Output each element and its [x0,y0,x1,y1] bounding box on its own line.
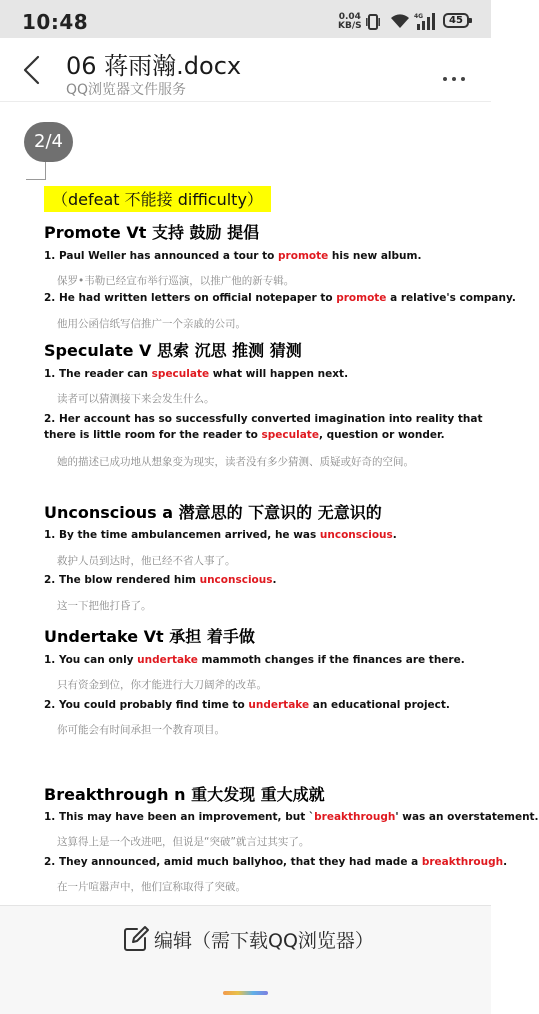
example-translation: 他用公函信纸写信推广一个亲戚的公司。 [57,318,246,330]
wifi-icon [390,13,410,29]
example-sentence: 2. They announced, amid much ballyhoo, that they had made a breakthrough. [44,856,508,868]
example-sentence: 2. You could probably find time to undertake an educational project. [44,699,450,711]
more-dot-icon [443,77,447,81]
status-time: 10:48 [22,10,89,34]
more-dot-icon [452,77,456,81]
keyword: promote [278,250,329,262]
entry-heading: Speculate V 思索 沉思 推测 猜测 [44,341,302,360]
edit-button-label: 编辑（需下载QQ浏览器） [154,929,374,952]
example-translation: 这算得上是一个改进吧，但说是“突破”就言过其实了。 [57,836,310,848]
vibrate-icon [366,14,380,30]
keyword: breakthrough [421,856,504,868]
network-speed [338,13,362,31]
page-corner-mark [26,179,46,180]
document-title: 06 蒋雨瀚.docx [66,52,242,80]
status-bar [0,0,491,38]
example-translation: 只有资金到位，你才能进行大刀阔斧的改革。 [57,679,267,691]
example-sentence: 2. He had written letters on official notepaper to promote a relative's company. [44,292,516,304]
example-sentence: 2. Her account has so successfully converted imagination into reality that there is little room for the reader to speculate, question or wonder. [44,413,483,441]
keyword: promote [336,292,387,304]
svg-text:4G: 4G [414,13,424,20]
example-translation: 在一片喧嚣声中，他们宣称取得了突破。 [57,881,246,893]
more-options-button[interactable] [443,66,473,74]
document-subtitle: QQ浏览器文件服务 [66,82,187,98]
example-sentence: 1. This may have been an improvement, but `breakthrough' was an overstatement. [44,811,539,823]
example-translation: 你可能会有时间承担一个教育项目。 [57,724,225,736]
network-speed-value: 0.04 [338,12,361,22]
entry-heading: Breakthrough n 重大发现 重大成就 [44,785,325,804]
keyword: breakthrough [314,811,396,823]
keyword: undertake [248,699,310,711]
example-sentence: 2. The blow rendered him unconscious. [44,574,277,586]
highlighted-note: （defeat 不能接 difficulty） [44,186,271,212]
example-translation: 读者可以猜测接下来会发生什么。 [57,393,215,405]
entry-heading: Undertake Vt 承担 着手做 [44,627,255,646]
example-translation: 这一下把他打昏了。 [57,600,152,612]
entry-heading: Unconscious a 潜意思的 下意识的 无意识的 [44,503,382,522]
keyword: unconscious [319,529,393,541]
example-sentence: 1. You can only undertake mammoth changes if the finances are there. [44,654,465,666]
bottom-action-bar [0,905,491,1014]
document-header [0,38,491,102]
entry-heading: Promote Vt 支持 鼓励 提倡 [44,223,260,242]
page-corner-mark [45,162,46,180]
more-dot-icon [461,77,465,81]
keyword: speculate [151,368,210,380]
example-translation: 她的描述已成功地从想象变为现实，读者没有多少猜测、质疑或好奇的空间。 [57,456,414,468]
example-sentence: 1. The reader can speculate what will happen next. [44,368,349,380]
example-translation: 救护人员到达时，他已经不省人事了。 [57,555,236,567]
keyword: unconscious [199,574,273,586]
page-indicator: 2/4 [24,122,73,162]
edit-button[interactable] [122,924,374,954]
network-speed-unit: KB/S [338,21,362,31]
home-indicator[interactable] [223,991,268,995]
example-translation: 保罗•韦勒已经宣布举行巡演，以推广他的新专辑。 [57,275,295,287]
battery-icon: 45 [443,13,469,28]
keyword: speculate [261,429,319,441]
edit-icon [122,925,150,953]
keyword: undertake [137,654,198,666]
back-button[interactable] [18,54,46,86]
example-sentence: 1. Paul Weller has announced a tour to promote his new album. [44,250,422,262]
example-sentence: 1. By the time ambulancemen arrived, he was unconscious. [44,529,397,541]
signal-icon [414,12,436,30]
